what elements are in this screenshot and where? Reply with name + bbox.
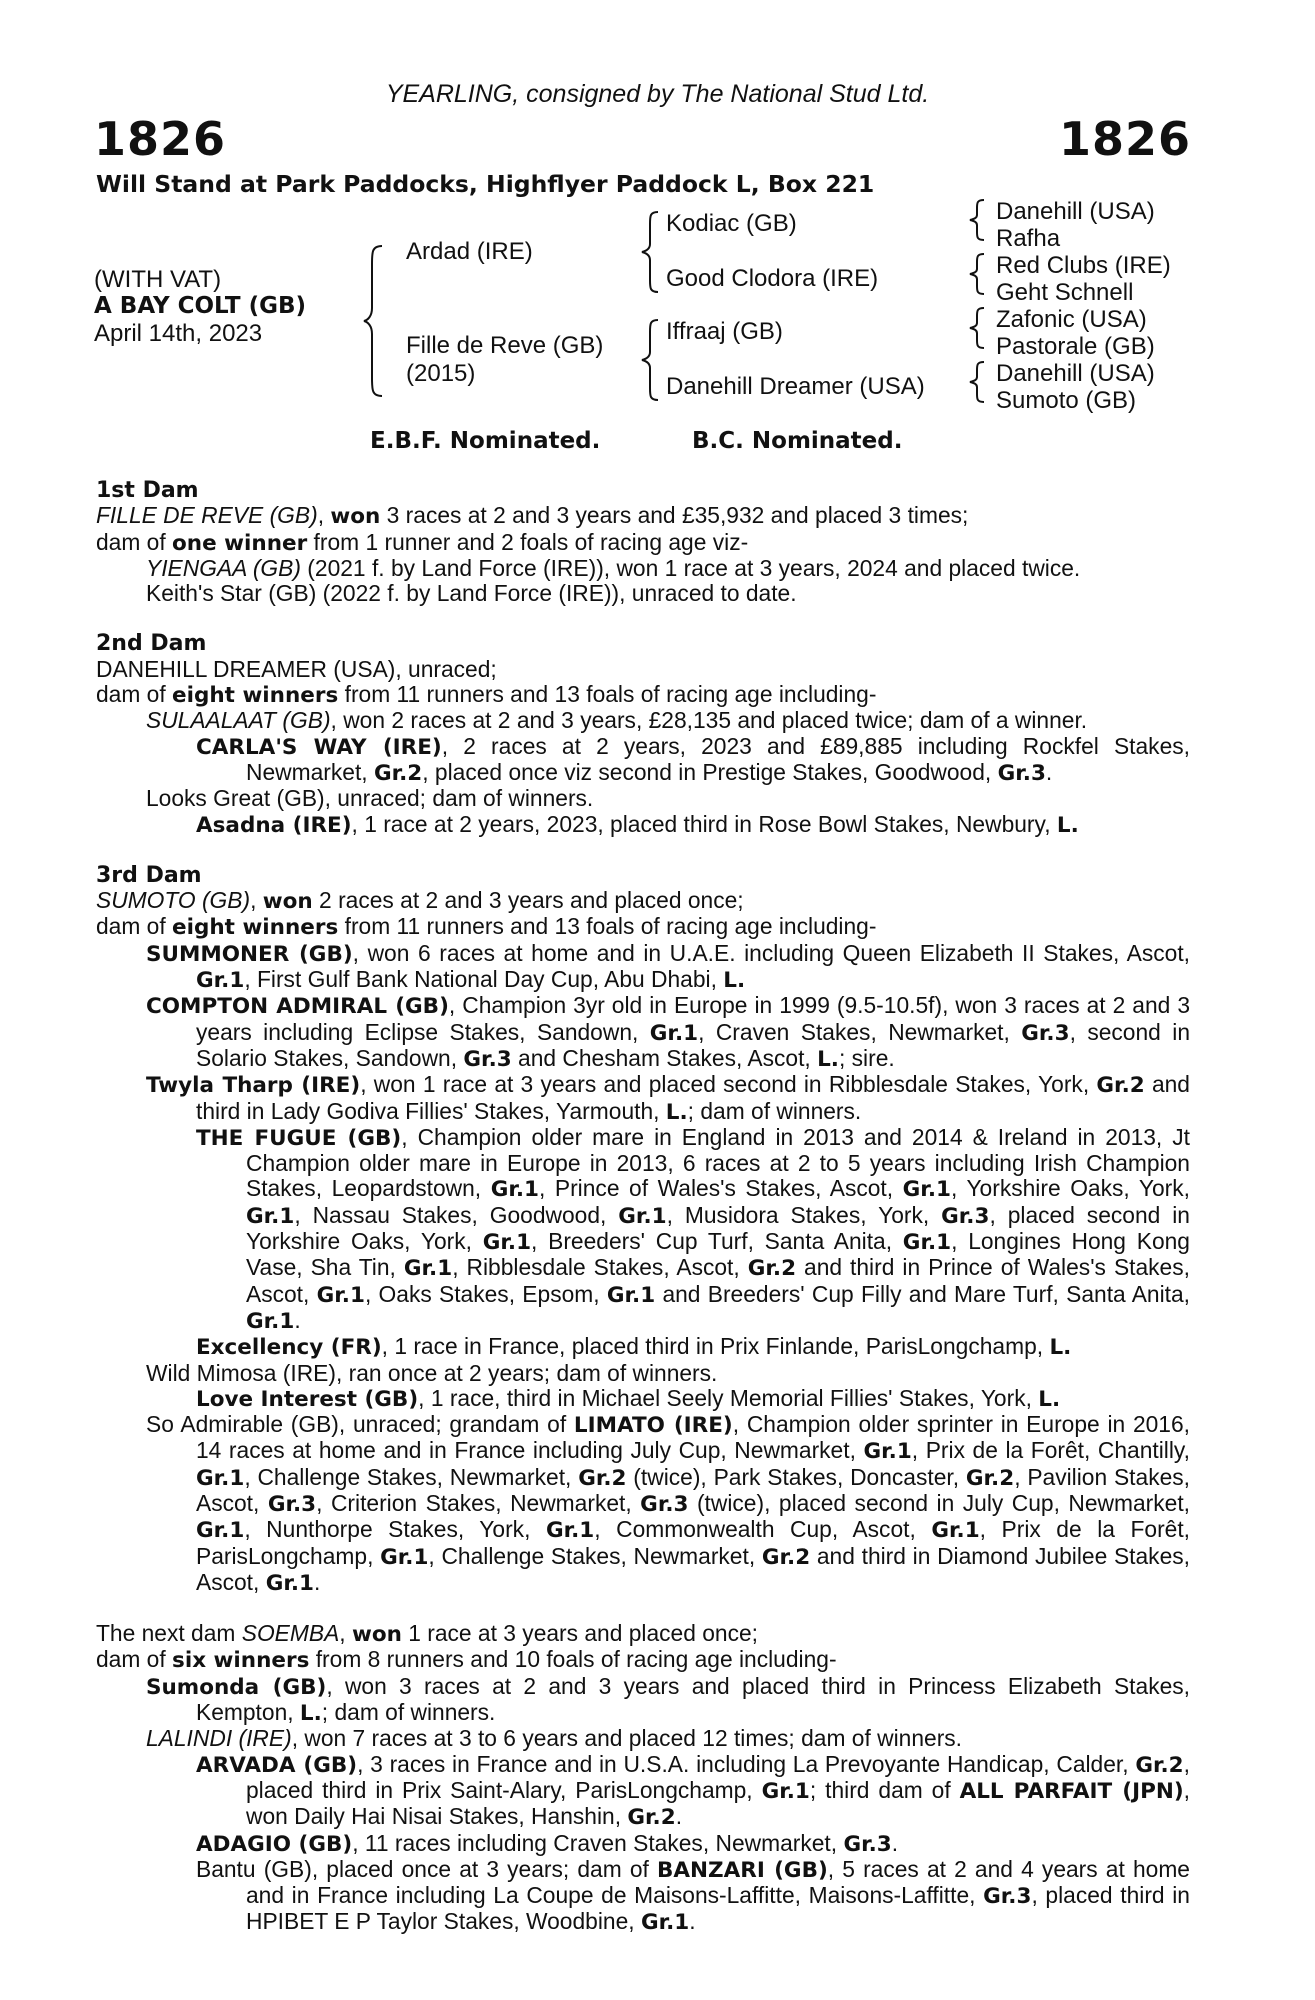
heading-third-dam: 3rd Dam — [96, 862, 202, 888]
brace-icon — [640, 210, 660, 294]
sire-dam: Good Clodora (IRE) — [666, 265, 879, 292]
next-dam-produce-1: Sumonda (GB), won 3 races at 2 and 3 years and placed third in Princess Elizabeth Stakes, Kempton, L.; dam of winners. — [146, 1672, 1191, 1727]
third-dam-produce-5: Excellency (FR), 1 race in France, placed third in Prix Finlande, ParisLongchamp, L. — [196, 1333, 1072, 1361]
second-dam-produce-3: Looks Great (GB), unraced; dam of winners. — [146, 785, 594, 812]
lot-number-left: 1826 — [94, 112, 227, 166]
third-dam-produce-4: THE FUGUE (GB), Champion older mare in England in 2013 and 2014 & Ireland in 2013, Jt Champion older mare in Europe in 2013, 6 races at 2 to 5 years including Irish Champion Stakes, Leopardstown, Gr.1, Prince of Wales's Stakes, Ascot, Gr.1, Yorkshire Oaks, York, Gr.1, Nassau Stakes, Goodwood, Gr.1, Musidora Stakes, York, Gr.3, placed second in Yorkshire Oaks, York, Gr.1, Breeders' Cup Turf, Santa Anita, Gr.1, Longines Hong Kong Vase, Sha Tin, Gr.1, Ribblesdale Stakes, Ascot, Gr.2 and third in Prince of Wales's Stakes, Ascot, Gr.1, Oaks Stakes, Epsom, Gr.1 and Breeders' Cup Filly and Mare Turf, Santa Anita, Gr.1. — [196, 1123, 1191, 1334]
third-dam-produce-2: COMPTON ADMIRAL (GB), Champion 3yr old in Europe in 1999 (9.5-10.5f), won 3 races at 2 and 3 years including Eclipse Stakes, Sandown, Gr.1, Craven Stakes, Newmarket, Gr.3, second in Solario Stakes, Sandown, Gr.3 and Chesham Stakes, Ascot, L.; sire. — [146, 992, 1190, 1072]
gg-1: Danehill (USA) — [996, 198, 1155, 225]
next-dam-produce-5: Bantu (GB), placed once at 3 years; dam of BANZARI (GB), 5 races at 2 and 4 years at home and in France including La Coupe de Maisons-Laffitte, Maisons-Laffitte, Gr.3, placed third in HPIBET E P Taylor Stakes, Woodbine, Gr.1. — [196, 1855, 1190, 1936]
horse-name: A BAY COLT (GB) — [94, 293, 307, 319]
third-dam-line-2: dam of eight winners from 11 runners and 13 foals of racing age including- — [96, 913, 877, 941]
brace-icon — [968, 306, 986, 350]
next-dam-produce-3: ARVADA (GB), 3 races in France and in U.S.A. including La Prevoyante Handicap, Calder, Gr.2, placed third in Prix Saint-Alary, ParisLongchamp, Gr.1; third dam of ALL PARFAIT (JPN), won Daily Hai Nisai Stakes, Hanshin, Gr.2. — [196, 1750, 1190, 1831]
consignor-line: YEARLING, consigned by The National Stud Ltd. — [385, 80, 930, 108]
second-dam-line-2: dam of eight winners from 11 runners and 13 foals of racing age including- — [96, 681, 877, 709]
first-dam-foal-1: YIENGAA (GB) (2021 f. by Land Force (IRE)), won 1 race at 3 years, 2024 and placed twice. — [146, 554, 1081, 581]
third-dam-produce-8: So Admirable (GB), unraced; grandam of LIMATO (IRE), Champion older sprinter in Europe in 2016, 14 races at home and in France including July Cup, Newmarket, Gr.1, Prix de la Forêt, Chantilly, Gr.1, Challenge Stakes, Newmarket, Gr.2 (twice), Park Stakes, Doncaster, Gr.2, Pavilion Stakes, Ascot, Gr.3, Criterion Stakes, Newmarket, Gr.3 (twice), placed second in July Cup, Newmarket, Gr.1, Nunthorpe Stakes, York, Gr.1, Commonwealth Cup, Ascot, Gr.1, Prix de la Forêt, ParisLongchamp, Gr.1, Challenge Stakes, Newmarket, Gr.2 and third in Diamond Jubilee Stakes, Ascot, Gr.1. — [146, 1411, 1191, 1596]
gg-4: Geht Schnell — [996, 279, 1134, 306]
second-dam-line-1: DANEHILL DREAMER (USA), unraced; — [96, 655, 497, 682]
vat-note: (WITH VAT) — [94, 266, 222, 293]
gg-3: Red Clubs (IRE) — [996, 252, 1171, 279]
heading-first-dam: 1st Dam — [96, 478, 199, 503]
gg-2: Rafha — [996, 225, 1061, 252]
third-dam-produce-3: Twyla Tharp (IRE), won 1 race at 3 years and placed second in Ribblesdale Stakes, York, Gr.2 and third in Lady Godiva Fillies' Stakes, Yarmouth, L.; dam of winners. — [146, 1071, 1190, 1125]
next-dam-produce-2: LALINDI (IRE), won 7 races at 3 to 6 years and placed 12 times; dam of winners. — [146, 1725, 963, 1752]
first-dam-foal-2: Keith's Star (GB) (2022 f. by Land Force (IRE)), unraced to date. — [146, 580, 797, 607]
brace-icon — [968, 360, 986, 404]
ebf-nomination: E.B.F. Nominated. — [370, 428, 601, 454]
second-dam-produce-1: SULAALAAT (GB), won 2 races at 2 and 3 years, £28,135 and placed twice; dam of a winner. — [146, 707, 1088, 734]
third-dam-produce-6: Wild Mimosa (IRE), ran once at 2 years; dam of winners. — [146, 1359, 718, 1386]
sire: Ardad (IRE) — [406, 238, 533, 265]
sire-sire: Kodiac (GB) — [666, 210, 797, 237]
next-dam-line-1: The next dam SOEMBA, won 1 race at 3 years and placed once; — [96, 1620, 759, 1648]
gg-5: Zafonic (USA) — [996, 306, 1147, 333]
catalogue-body — [96, 478, 1190, 1936]
lot-number-right: 1826 — [1058, 112, 1191, 166]
heading-second-dam: 2nd Dam — [96, 631, 207, 657]
dam-sire: Iffraaj (GB) — [666, 318, 783, 345]
third-dam-produce-7: Love Interest (GB), 1 race, third in Michael Seely Memorial Fillies' Stakes, York, L. — [196, 1384, 1061, 1412]
foaling-date: April 14th, 2023 — [94, 320, 263, 347]
gg-7: Danehill (USA) — [996, 360, 1155, 387]
standing-location: Will Stand at Park Paddocks, Highflyer Paddock L, Box 221 — [96, 170, 875, 198]
third-dam-produce-1: SUMMONER (GB), won 6 races at home and in U.A.E. including Queen Elizabeth II Stakes, Ascot, Gr.1, First Gulf Bank National Day Cup, Abu Dhabi, L. — [146, 939, 1190, 994]
next-dam-produce-4: ADAGIO (GB), 11 races including Craven Stakes, Newmarket, Gr.3. — [196, 1829, 899, 1857]
gg-6: Pastorale (GB) — [996, 333, 1155, 360]
dam-year: (2015) — [406, 360, 476, 387]
dam: Fille de Reve (GB) — [406, 332, 604, 359]
dam-dam: Danehill Dreamer (USA) — [666, 373, 925, 400]
brace-icon — [968, 252, 986, 296]
gg-8: Sumoto (GB) — [996, 387, 1137, 414]
third-dam-line-1: SUMOTO (GB), won 2 races at 2 and 3 years and placed once; — [96, 887, 744, 915]
brace-icon — [362, 244, 384, 398]
first-dam-line-1: FILLE DE REVE (GB), won 3 races at 2 and 3 years and £35,932 and placed 3 times; — [96, 502, 969, 530]
second-dam-produce-2: CARLA'S WAY (IRE), 2 races at 2 years, 2023 and £89,885 including Rockfel Stakes, Newmarket, Gr.2, placed once viz second in Prestige Stakes, Goodwood, Gr.3. — [196, 732, 1190, 786]
brace-icon — [968, 198, 986, 242]
bc-nomination: B.C. Nominated. — [692, 428, 903, 454]
first-dam-line-2: dam of one winner from 1 runner and 2 foals of racing age viz- — [96, 528, 749, 556]
next-dam-line-2: dam of six winners from 8 runners and 10 foals of racing age including- — [96, 1646, 837, 1674]
second-dam-produce-4: Asadna (IRE), 1 race at 2 years, 2023, placed third in Rose Bowl Stakes, Newbury, L. — [196, 810, 1079, 838]
brace-icon — [640, 318, 660, 402]
